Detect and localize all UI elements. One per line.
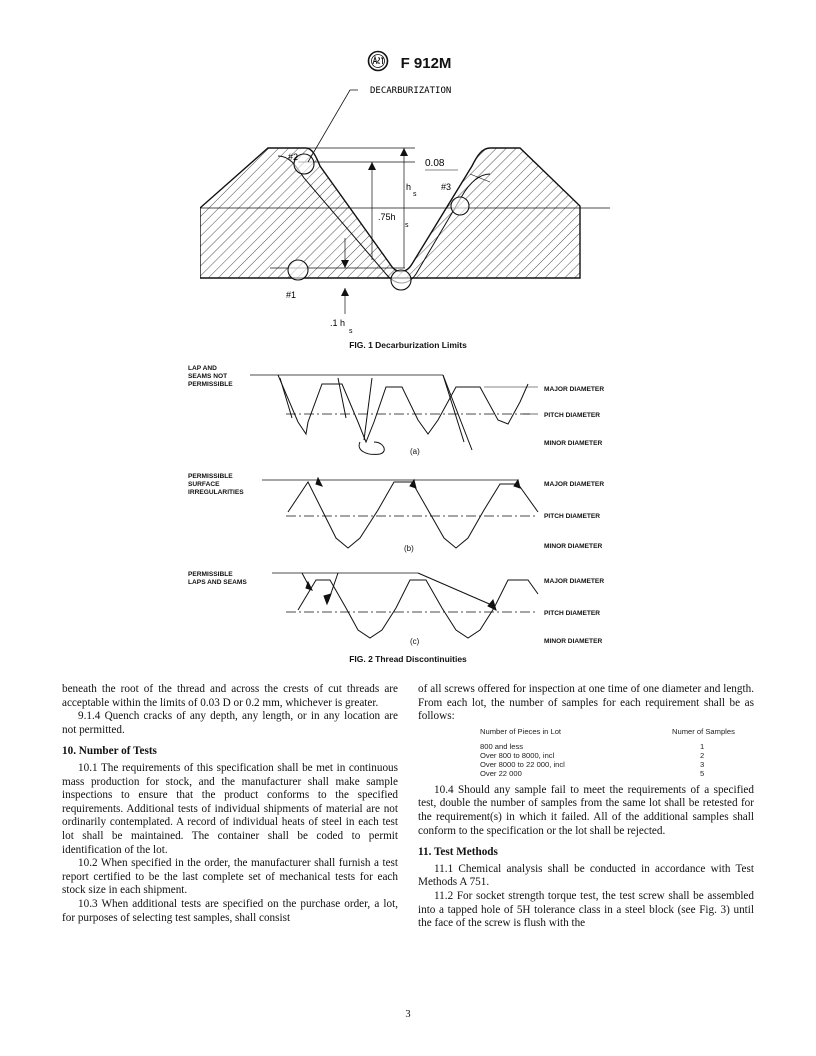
designation: F 912M — [400, 55, 452, 72]
astm-logo-icon — [365, 50, 391, 77]
paragraph-10-3: 10.3 When additional tests are specified on the purchase order, a lot, for purposes of selecting test samples, shall consist — [62, 897, 398, 924]
paragraph-10-2: 10.2 When specified in the order, the manufacturer shall furnish a test report certified to be the last complete set of mechanical tests for each stock size in each shipment. — [62, 857, 398, 897]
svg-text:MAJOR DIAMETER: MAJOR DIAMETER — [544, 386, 605, 393]
svg-text:s: s — [405, 222, 409, 229]
svg-text:(a): (a) — [410, 447, 420, 456]
paragraph-11-2: 11.2 For socket strength torque test, the test screw shall be assembled into a tapped hole of 5H tolerance class in a steel block (see Fig. 3) until the face of the screw is flush with the — [418, 889, 754, 930]
paragraph-11-1: 11.1 Chemical analysis shall be conducted in accordance with Test Methods A 751. — [418, 862, 754, 889]
panel-a-label-3: PERMISSIBLE — [188, 381, 233, 388]
svg-text:.75h: .75h — [378, 212, 396, 222]
right-column — [418, 683, 754, 931]
paragraph-10-3-continued: of all screws offered for inspection at one time of one diameter and length. From each lot, the number of samples for each requirement shall be as follows: — [418, 683, 754, 723]
svg-text:IRREGULARITIES: IRREGULARITIES — [188, 489, 244, 496]
page-number: 3 — [405, 1009, 411, 1020]
svg-text:#2: #2 — [288, 152, 299, 162]
sample-size-table — [480, 727, 735, 778]
table-row: 800 and less 1 — [480, 741, 705, 751]
svg-text:PITCH DIAMETER: PITCH DIAMETER — [544, 610, 601, 617]
svg-text:.1 h: .1 h — [330, 318, 346, 328]
figure-1-caption: FIG. 1 Decarburization Limits — [349, 340, 467, 350]
svg-text:MINOR DIAMETER: MINOR DIAMETER — [544, 543, 603, 550]
figure-2-thread-discontinuities — [188, 362, 658, 654]
svg-text:(b): (b) — [404, 544, 414, 553]
svg-text:MAJOR DIAMETER: MAJOR DIAMETER — [544, 481, 605, 488]
svg-text:(c): (c) — [410, 637, 420, 646]
svg-text:DECARBURIZATION: DECARBURIZATION — [370, 86, 452, 96]
svg-text:s: s — [413, 191, 417, 198]
figure-1-decarburization — [200, 78, 620, 342]
svg-text:MINOR DIAMETER: MINOR DIAMETER — [544, 440, 603, 447]
svg-text:SURFACE: SURFACE — [188, 481, 220, 488]
paragraph-10-1: 10.1 The requirements of this specification shall be met in continuous mass production for stock, and the manufacturer shall make sample inspections to ensure that the product conforms to the specified requirements. Additional tests of individual shipments of material are not ordinarily contemplated. A record of individual heats of steel in each test lot shall be maintained. The container shall be coded to permit identification of the lot. — [62, 761, 398, 856]
svg-text:s: s — [349, 328, 353, 335]
location-3-circle — [451, 197, 469, 215]
svg-text:#1: #1 — [286, 290, 297, 300]
svg-text:0.08: 0.08 — [425, 158, 445, 169]
root-circle — [391, 270, 411, 290]
table-header-samples: Numer of Samples — [672, 726, 735, 736]
svg-text:MAJOR DIAMETER: MAJOR DIAMETER — [544, 578, 605, 585]
figure-2-caption: FIG. 2 Thread Discontinuities — [349, 654, 467, 664]
svg-text:PERMISSIBLE: PERMISSIBLE — [188, 473, 233, 480]
svg-text:h: h — [406, 182, 412, 192]
table-row: Over 800 to 8000, incl 2 — [480, 750, 705, 760]
section-10-heading: 10. Number of Tests — [62, 745, 157, 758]
panel-a-label-1: LAP AND — [188, 365, 217, 372]
svg-text:LAPS AND SEAMS: LAPS AND SEAMS — [188, 579, 247, 586]
paragraph-10-4: 10.4 Should any sample fail to meet the requirements of a specified test, double the number of samples from the same lot shall be retested for the requirement(s) in which it failed. All of the additional samples shall conform to the specification or the lot shall be rejected. — [418, 783, 754, 837]
table-header-pieces: Number of Pieces in Lot — [480, 726, 562, 736]
panel-a-label-2: SEAMS NOT — [188, 373, 228, 380]
left-column — [62, 683, 398, 925]
paragraph-continued: beneath the root of the thread and across the crests of cut threads are acceptable within the limits of 0.03 D or 0.2 mm, whichever is greater. — [62, 683, 398, 709]
location-1-circle — [288, 260, 308, 280]
paragraph-9-1-4: 9.1.4 Quench cracks of any depth, any length, or in any location are not permitted. — [62, 710, 398, 736]
table-row: Over 8000 to 22 000, incl 3 — [480, 759, 705, 769]
page-header — [0, 50, 816, 77]
svg-text:#3: #3 — [441, 182, 452, 192]
svg-text:PITCH DIAMETER: PITCH DIAMETER — [544, 513, 601, 520]
svg-text:MINOR DIAMETER: MINOR DIAMETER — [544, 638, 603, 645]
section-11-heading: 11. Test Methods — [418, 846, 498, 859]
svg-text:PERMISSIBLE: PERMISSIBLE — [188, 571, 233, 578]
svg-text:PITCH DIAMETER: PITCH DIAMETER — [544, 412, 601, 419]
table-row: Over 22 000 5 — [480, 768, 705, 778]
